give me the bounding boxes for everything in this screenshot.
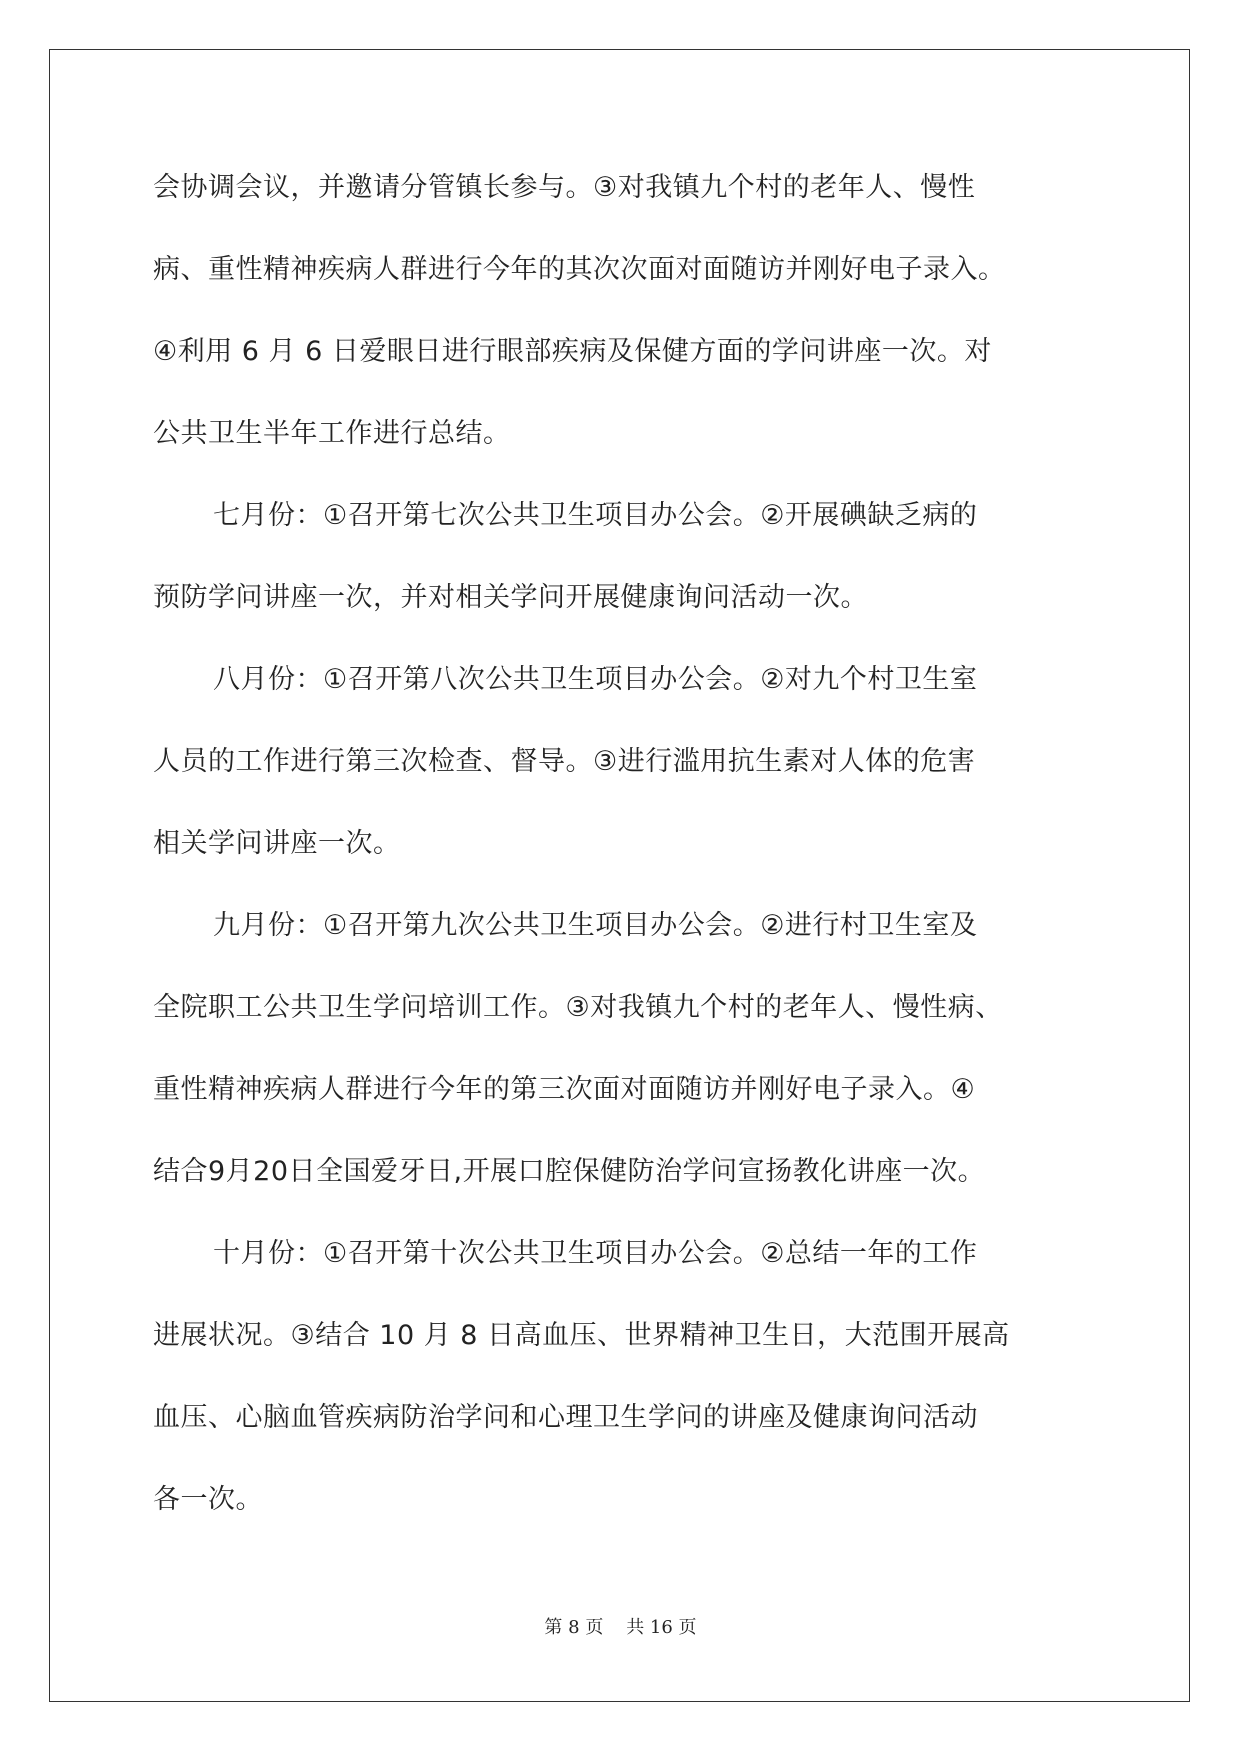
text-line: 重性精神疾病人群进行今年的第三次面对面随访并刚好电子录入。④: [153, 1074, 976, 1105]
text-line: 相关学问讲座一次。: [153, 828, 401, 859]
page-number: 第 8 页 共 16 页: [544, 1617, 697, 1638]
text-line: 结合9月20日全国爱牙日,开展口腔保健防治学问宣扬教化讲座一次。: [153, 1156, 986, 1187]
text-line: ④利用 6 月 6 日爱眼日进行眼部疾病及保健方面的学问讲座一次。对: [153, 336, 992, 367]
document-body: [153, 160, 1098, 1554]
text-line: 人员的工作进行第三次检查、督导。③进行滥用抗生素对人体的危害: [153, 746, 976, 777]
text-line: 十月份：①召开第十次公共卫生项目办公会。②总结一年的工作: [213, 1238, 978, 1269]
text-line: 公共卫生半年工作进行总结。: [153, 418, 511, 449]
text-line: 预防学问讲座一次，并对相关学问开展健康询问活动一次。: [153, 582, 868, 613]
text-line: 各一次。: [153, 1484, 263, 1515]
text-line: 进展状况。③结合 10 月 8 日高血压、世界精神卫生日，大范围开展高: [153, 1320, 1010, 1351]
text-line: 病、重性精神疾病人群进行今年的其次次面对面随访并刚好电子录入。: [153, 254, 1006, 285]
text-line: 全院职工公共卫生学问培训工作。③对我镇九个村的老年人、慢性病、: [153, 992, 1003, 1023]
text-line: 七月份：①召开第七次公共卫生项目办公会。②开展碘缺乏病的: [213, 500, 978, 531]
text-line: 血压、心脑血管疾病防治学问和心理卫生学问的讲座及健康询问活动: [153, 1402, 978, 1433]
text-line: 九月份：①召开第九次公共卫生项目办公会。②进行村卫生室及: [213, 910, 978, 941]
text-line: 八月份：①召开第八次公共卫生项目办公会。②对九个村卫生室: [213, 664, 978, 695]
page-footer: [0, 1613, 1241, 1639]
text-line: 会协调会议，并邀请分管镇长参与。③对我镇九个村的老年人、慢性: [153, 172, 976, 203]
